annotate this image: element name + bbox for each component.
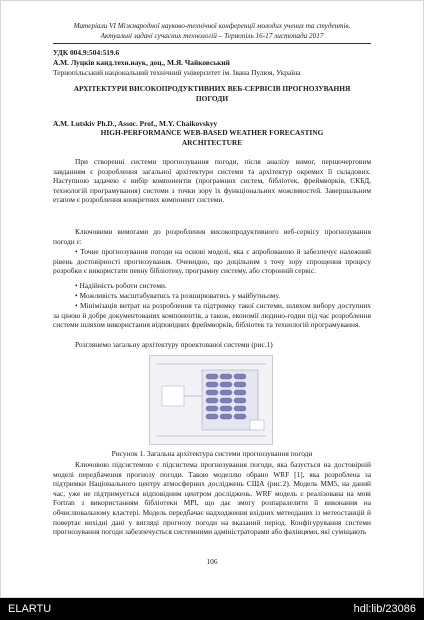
bullet-item: • Можливість масштабуватись та розширюватись у майбутньому. (75, 291, 281, 300)
paragraph-requirements: Ключовими вимогами до розроблення високопродуктивного веб-сервісу прогнозування погоди є: (53, 227, 371, 246)
authors-en: A.M. Lutskiv Ph.D., Assoc. Prof., M.Y. Chaikovskyy (53, 119, 218, 128)
udc-code: УДК 004.9:504:519.6 (53, 48, 120, 57)
figure-caption: Рисунок 1. Загальна архітектура системи прогнозування погоди (111, 449, 313, 458)
bullet-item: • Мінімізація витрат на розроблення та підтримку такої системи, шляхом вибору доступних за ціною й добре документованих компонентів, а також, економії людино-годин під час розроблення системи шляхом використання відповідних фреймворків, бібліотек та технологій програмування. (53, 301, 371, 330)
page-number: 106 (206, 557, 218, 566)
bullet-item: • Точне прогнозування погоди на основі моделі, яка є апробованою й забезпечує належний рівень достовірності прогнозування. Очевидно, що доцільним з точу зору спрощення процесу розробки є використати певну бібліотеку, програмну систему, або сторонній сервіс. (53, 247, 371, 276)
handle-identifier: hdl:lib/23086 (353, 603, 416, 615)
bullet-text: Точне прогнозування погоди на основі моделі, яка є апробованою й забезпечує належний рівень достовірності прогнозування. Очевидно, що доцільним з точу зору спрощення процесу розробки є використати певну бібліотеку, програмну систему, або сторонній сервіс. (53, 247, 371, 276)
architecture-figure (149, 355, 273, 445)
repository-footer-bar (0, 598, 424, 620)
paragraph-intro: При створенні системи прогнозування погоди, після аналізу вимог, першочерговим завданням є розроблення загальної архітектури системи та архітектур окремих її складових. Наступною задачею є вибір компонентів (програмних систем, бібліотек, фреймворків, СКБД, технологій програмування) системи з точки зору їх функціональних можливостей. Завершальним етапом є розроблення конкретних компонент системи. (53, 157, 371, 205)
header-divider (53, 43, 371, 44)
bullet-item: • Надійність роботи системи. (75, 281, 167, 290)
affiliation: Тернопільський національний технічний університет ім. Івана Пулюя, Україна (53, 68, 301, 77)
bullet-text: Надійність роботи системи. (79, 281, 167, 290)
paragraph-forecast-subsystem: Ключовою підсистемою є підсистема прогнозування погоди, яка базується на достовірній моделі передбачення прогнозу погоди. Такою моделлю обрано WRF [1], яка розроблена за підтримки Національного центру атмосферних досліджень США (рис.2). Модель MM5, на даний час, уже не підтримується відповідним центром досліджень. WRF модель є реалізована на мові Fortran з використанням бібліотеки MPI, що дає змогу розпаралелити її виконання на обчислювальному кластері. Модель передбачає надходження вхідних метеоданих із метеостанцій й повертає вихідні дані у вигляді прогнозу погоди на вказаний період. Конфігурування системи прогнозування погоди забезпечується системними адміністраторами або фахівцями, які суміщають (53, 460, 371, 537)
bullet-text: Можливість масштабуватись та розширюватись у майбутньому. (79, 291, 281, 300)
authors-ua: А.М. Луцків канд.техн.наук, доц., М.Я. Чайковський (53, 58, 230, 67)
repository-name: ELARTU (8, 603, 52, 615)
running-header-line-1: Матеріали VI Міжнародної науково-технічної конференції молодих учених та студентів. (73, 22, 351, 30)
title-ua: АРХІТЕКТУРИ ВИСОКОПРОДУКТИВНИХ ВЕБ-СЕРВІСІВ ПРОГНОЗУВАННЯ ПОГОДИ (73, 84, 351, 103)
bullet-text: Мінімізація витрат на розроблення та підтримку такої системи, шляхом вибору доступних за ціною й добре документованих компонентів, а також, економії людино-годин під час розроблення системи шляхом використання відповідних фреймворків, бібліотек та технологій програмування. (53, 301, 371, 330)
architecture-diagram (150, 356, 272, 444)
title-en: HIGH-PERFORMANCE WEB-BASED WEATHER FORECASTING ARCHITECTURE (100, 128, 324, 147)
paragraph-architecture-intro: Розглянемо загальну архітектуру проектованої системи (рис.1) (75, 340, 273, 349)
running-header-line-2: Актуальні задачі сучасних технологій – Тернопіль 16-17 листопада 2017 (100, 32, 324, 40)
